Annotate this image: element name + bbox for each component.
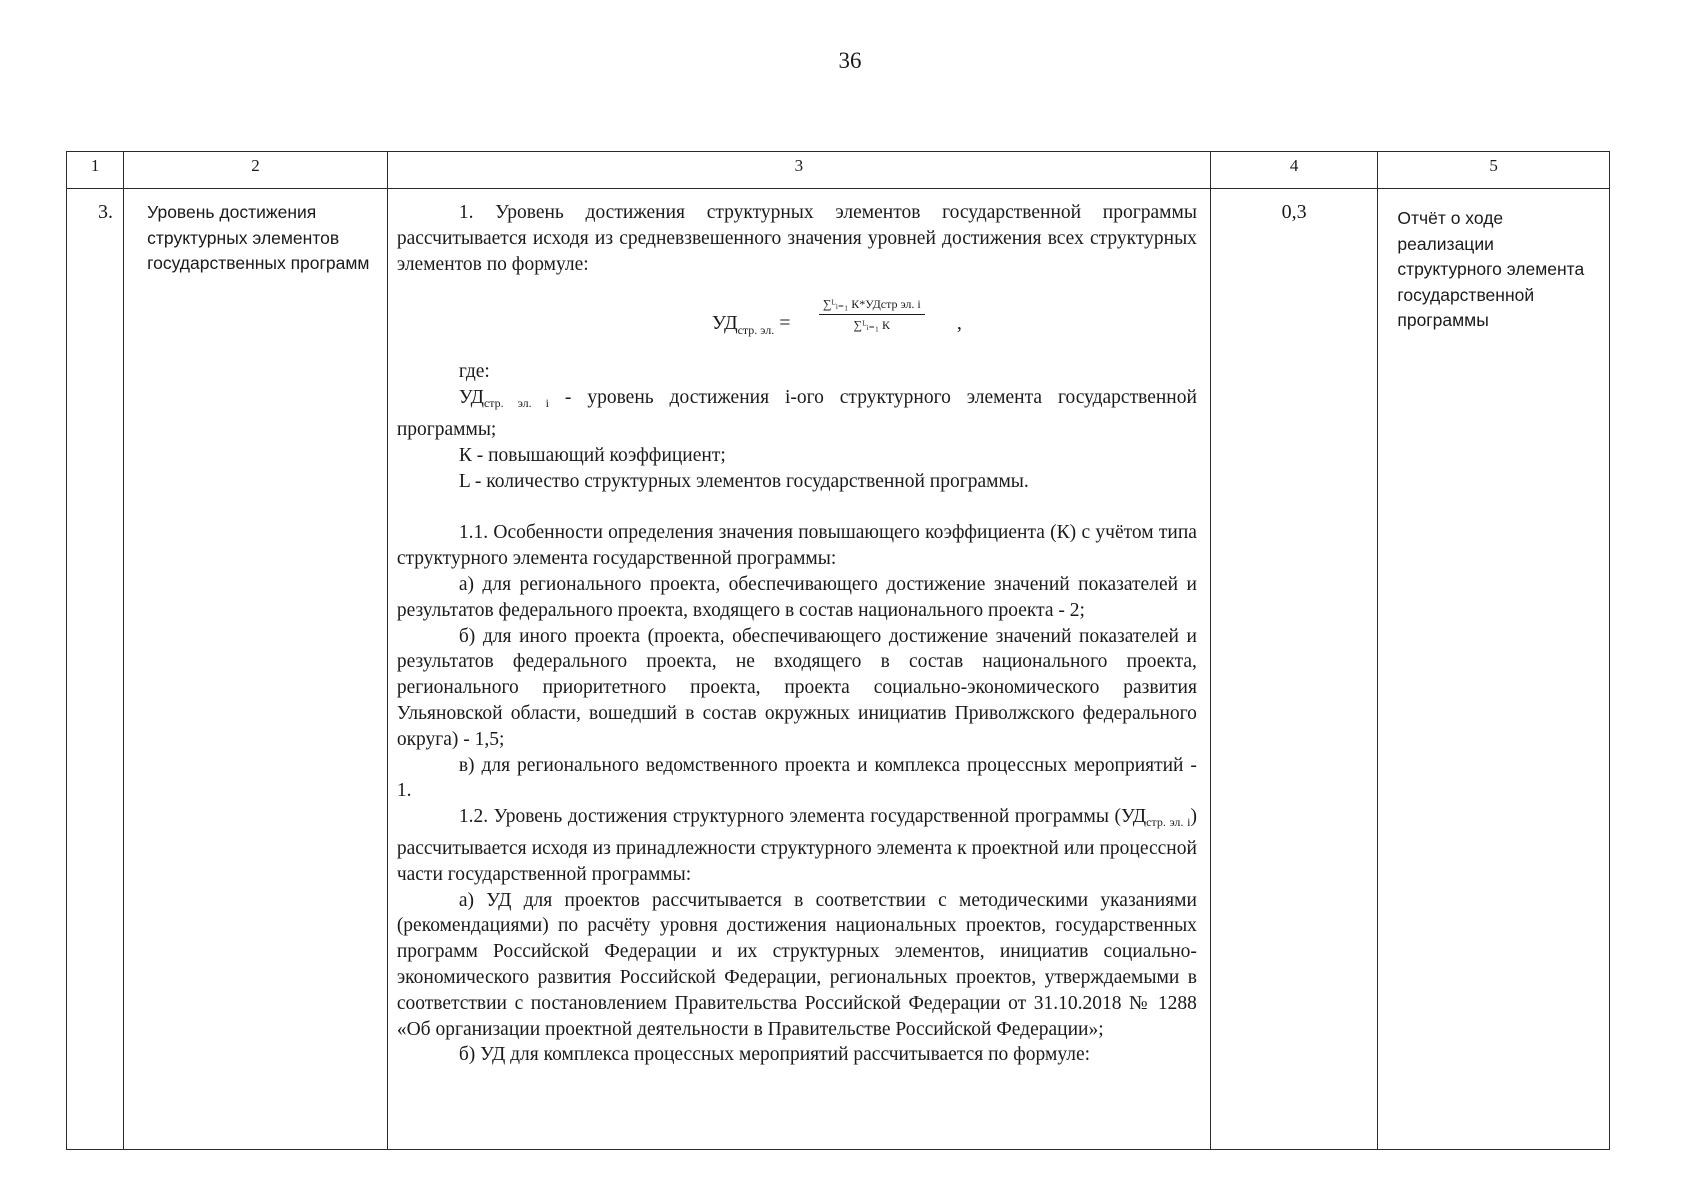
weight-value: 0,3 bbox=[1281, 201, 1307, 223]
paragraph-1-1-c: в) для регионального ведомственного проекта и комплекса процессных мероприятий - 1. bbox=[396, 754, 1197, 802]
header-col-1: 1 bbox=[67, 152, 124, 189]
header-col-2: 2 bbox=[124, 152, 388, 189]
header-col-3: 3 bbox=[387, 152, 1210, 189]
method-cell bbox=[387, 189, 1210, 1150]
paragraph-1-1-b: б) для иного проекта (проекта, обеспечивающего достижение значений показателей и результатов федерального проекта, не входящего в состав национального проекта, регионального приоритетного проекта, проекта социально-экономического развития Ульяновской области, вошедший в состав окружных инициатив Приволжского федерального округа) - 1,5; bbox=[396, 625, 1197, 750]
indicator-table bbox=[66, 151, 1610, 1150]
indicator-name-cell bbox=[124, 189, 388, 1150]
header-col-4: 4 bbox=[1210, 152, 1377, 189]
table-row bbox=[67, 189, 1610, 1150]
row-number: 3. bbox=[98, 201, 113, 223]
paragraph-1-2-a: а) УД для проектов рассчитывается в соответствии с методическими указаниями (рекомендациями) по расчёту уровня достижения национальных проектов, государственных программ Российской Федерации и их структурных элементов, инициатив социально-экономического развития Российской Федерации, региональных проектов, утверждаемыми в соответствии с постановлением Правительства Российской Федерации от 31.10.2018 № 1288 «Об организации проектной деятельности в Правительстве Российской Федерации»; bbox=[396, 889, 1197, 1040]
weight-cell bbox=[1210, 189, 1377, 1150]
indicator-name: Уровень достижения структурных элементов государственных программ bbox=[147, 202, 370, 273]
where-label: где: bbox=[458, 361, 490, 383]
method-text bbox=[389, 190, 1209, 1068]
header-col-5: 5 bbox=[1378, 152, 1610, 189]
page-number: 36 bbox=[838, 48, 862, 73]
table-header-row bbox=[67, 152, 1610, 189]
definition-ud: $УД_{стр. эл. i}$ - уровень достижения i-ого структурного элемента государственной программы; bbox=[396, 387, 1197, 440]
paragraph-1: 1. Уровень достижения структурных элементов государственной программы рассчитывается исходя из средневзвешенного значения уровней достижения всех структурных элементов по формуле: bbox=[396, 202, 1197, 275]
paragraph-1-2: 1.2. Уровень достижения структурного элемента государственной программы $(УД_{стр. эл. i})$ рассчитывается исходя из принадлежности структурного элемента к проектной или процессной части государственной программы: bbox=[396, 806, 1197, 885]
data-source: Отчёт о ходе реализации структурного элемента государственной программы bbox=[1397, 208, 1585, 330]
formula-denominator: ∑ᴸᵢ₌₁ К bbox=[853, 318, 891, 333]
formula-fraction bbox=[819, 297, 925, 332]
paragraph-1-1-a: а) для регионального проекта, обеспечивающего достижение значений показателей и результатов федерального проекта, входящего в состав национального проекта - 2; bbox=[396, 573, 1197, 621]
paragraph-1-1: 1.1. Особенности определения значения повышающего коэффициента (К) с учётом типа структурного элемента государственной программы: bbox=[396, 522, 1197, 570]
formula-numerator: ∑ᴸᵢ₌₁ К*УДстр эл. i bbox=[819, 297, 925, 315]
formula-lhs: $УД_{стр. эл.}$ = bbox=[711, 312, 791, 338]
paragraph-1-2-b: б) УД для комплекса процессных мероприятий рассчитывается по формуле: bbox=[458, 1044, 1091, 1066]
row-number-cell bbox=[67, 189, 124, 1150]
formula-average bbox=[397, 291, 1197, 355]
source-cell bbox=[1378, 189, 1610, 1150]
formula-comma: , bbox=[956, 312, 962, 335]
definition-k: К - повышающий коэффициент; bbox=[458, 444, 726, 466]
definition-l: L - количество структурных элементов государственной программы. bbox=[458, 470, 1029, 492]
